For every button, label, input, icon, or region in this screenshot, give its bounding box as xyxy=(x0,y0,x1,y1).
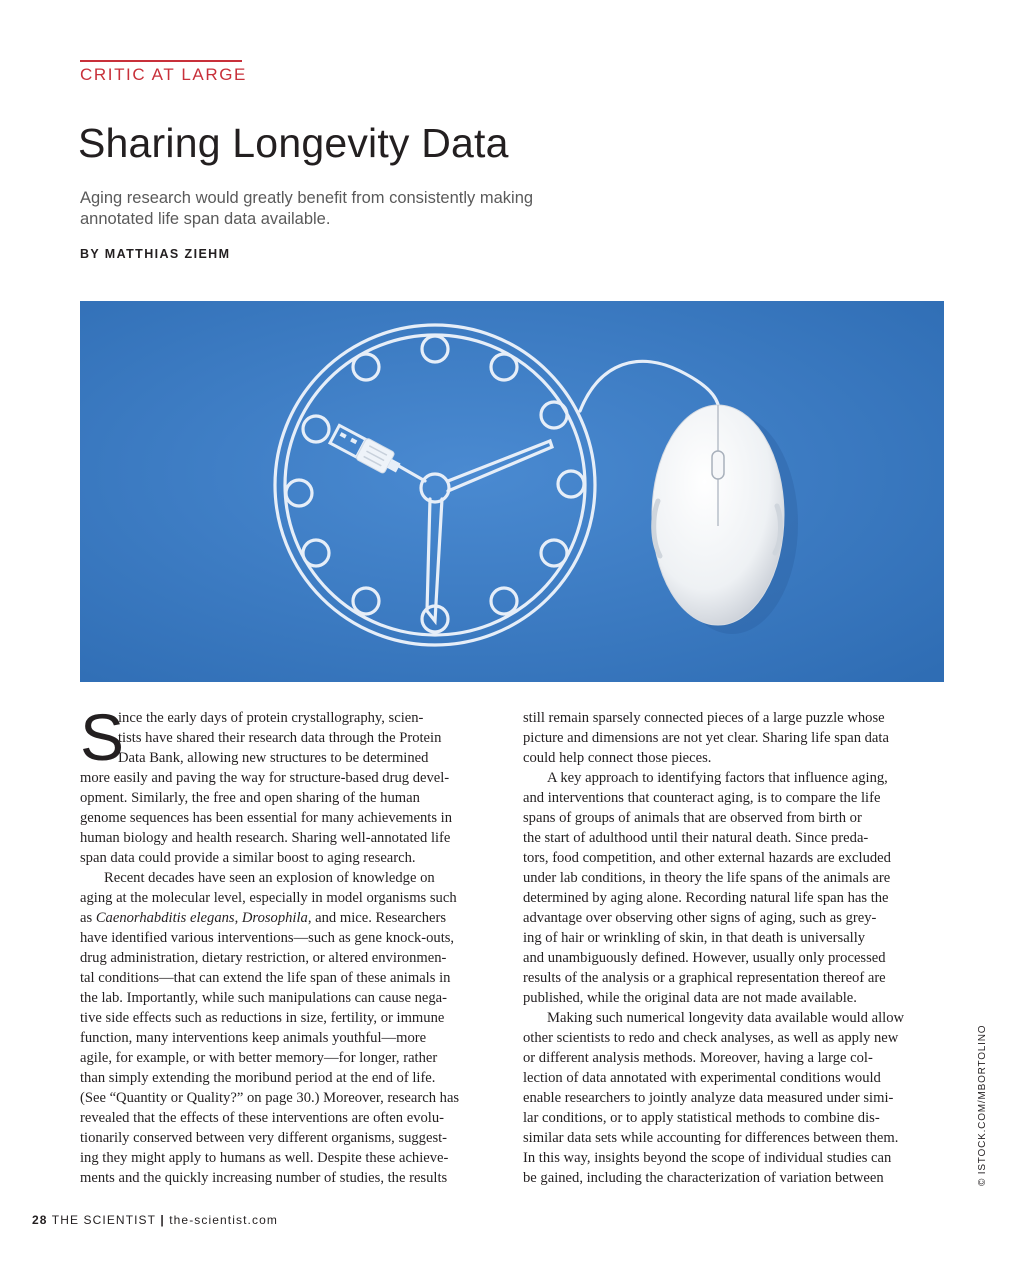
body-line: span data could provide a similar boost to aging research. xyxy=(80,850,416,866)
body-line: determined by aging alone. Recording natural life span has the xyxy=(523,890,889,906)
body-line: Data Bank, allowing new structures to be determined xyxy=(118,750,429,766)
section-label: CRITIC AT LARGE xyxy=(80,65,247,84)
body-line: (See “Quantity or Quality?” on page 30.) Moreover, research has xyxy=(80,1090,460,1106)
body-line: ince the early days of protein crystallography, scien- xyxy=(118,710,424,726)
body-line: drug administration, dietary restriction, or altered environmen- xyxy=(80,950,447,966)
body-line: lection of data annotated with experimental conditions would xyxy=(523,1070,881,1086)
body-line: lar conditions, or to apply statistical methods to combine dis- xyxy=(523,1110,880,1126)
body-line: and unambiguously defined. However, usually only processed xyxy=(523,950,886,966)
organism-name: Caenorhabditis elegans xyxy=(95,910,235,926)
body-line: tal conditions—that can extend the life span of these animals in xyxy=(80,970,451,986)
body-line: aging at the molecular level, especially in model organisms such xyxy=(80,890,457,906)
body-line: still remain sparsely connected pieces of a large puzzle whose xyxy=(523,710,885,726)
article-title: Sharing Longevity Data xyxy=(78,120,509,166)
body-line: agile, for example, or with better memory—for longer, rather xyxy=(80,1050,438,1066)
body-line: be gained, including the characterization of variation between xyxy=(523,1170,884,1186)
body-line: tors, food competition, and other external hazards are excluded xyxy=(523,850,891,866)
footer-separator: | xyxy=(160,1213,165,1227)
body-line: other scientists to redo and check analyses, as well as apply new xyxy=(523,1030,899,1046)
body-line: Recent decades have seen an explosion of knowledge on xyxy=(104,870,435,886)
section-rule xyxy=(80,60,242,62)
page-number: 28 xyxy=(32,1213,48,1227)
body-text: as xyxy=(80,910,96,926)
body-line: human biology and health research. Sharing well-annotated life xyxy=(80,830,451,846)
body-line: more easily and paving the way for structure-based drug devel- xyxy=(80,770,450,786)
body-line: or different analysis methods. Moreover, having a large col- xyxy=(523,1050,873,1066)
organism-name: Drosophila xyxy=(241,910,308,926)
publication-name: THE SCIENTIST xyxy=(51,1213,156,1227)
body-line: could help connect those pieces. xyxy=(523,750,712,766)
body-line: enable researchers to jointly analyze data measured under simi- xyxy=(523,1090,894,1106)
body-line: opment. Similarly, the free and open sharing of the human xyxy=(80,790,420,806)
body-line: the start of adulthood until their natural death. Since preda- xyxy=(523,830,869,846)
body-line-organisms xyxy=(80,908,500,928)
site-link[interactable]: the-scientist.com xyxy=(169,1213,278,1227)
body-line: genome sequences has been essential for many achievements in xyxy=(80,810,453,826)
body-line: advantage over observing other signs of aging, such as grey- xyxy=(523,910,877,926)
body-text: , and mice. Researchers xyxy=(307,910,447,926)
body-line: Making such numerical longevity data available would allow xyxy=(547,1010,905,1026)
hero-photo xyxy=(80,301,944,682)
body-line: function, many interventions keep animals youthful—more xyxy=(80,1030,427,1046)
page-footer xyxy=(32,1213,278,1227)
body-line: tive side effects such as reductions in size, fertility, or immune xyxy=(80,1010,445,1026)
dek-line: Aging research would greatly benefit from consistently making xyxy=(80,189,534,207)
body-line: revealed that the effects of these interventions are often evolu- xyxy=(80,1110,445,1126)
body-column-1 xyxy=(80,708,500,1188)
body-line: In this way, insights beyond the scope of individual studies can xyxy=(523,1150,892,1166)
dropcap: S xyxy=(80,700,125,774)
article-dek xyxy=(80,188,640,230)
body-line: tionarily conserved between very different organisms, suggest- xyxy=(80,1130,448,1146)
photo-credit: © ISTOCK.COM/MBORTOLINO xyxy=(977,1024,988,1186)
body-line: under lab conditions, in theory the life spans of the animals are xyxy=(523,870,891,886)
body-line: similar data sets while accounting for differences between them. xyxy=(523,1130,899,1146)
body-line: the lab. Importantly, while such manipulations can cause nega- xyxy=(80,990,448,1006)
body-column-2 xyxy=(523,708,943,1188)
body-line: ing they might apply to humans as well. Despite these achieve- xyxy=(80,1150,449,1166)
byline: BY MATTHIAS ZIEHM xyxy=(80,247,231,261)
body-line: ing of hair or wrinkling of skin, in that death is universally xyxy=(523,930,866,946)
body-line: than simply extending the moribund period at the end of life. xyxy=(80,1070,436,1086)
body-line: tists have shared their research data through the Protein xyxy=(118,730,442,746)
dek-line: annotated life span data available. xyxy=(80,210,331,228)
body-line: ments and the quickly increasing number of studies, the results xyxy=(80,1170,448,1186)
body-line: published, while the original data are not made available. xyxy=(523,990,857,1006)
body-line: A key approach to identifying factors that influence aging, xyxy=(547,770,888,786)
body-line: and interventions that counteract aging, is to compare the life xyxy=(523,790,881,806)
body-line: have identified various interventions—such as gene knock-outs, xyxy=(80,930,455,946)
body-line: picture and dimensions are not yet clear. Sharing life span data xyxy=(523,730,889,746)
body-line: results of the analysis or a graphical representation thereof are xyxy=(523,970,886,986)
body-line: spans of groups of animals that are observed from birth or xyxy=(523,810,862,826)
body-text: , xyxy=(234,910,242,926)
